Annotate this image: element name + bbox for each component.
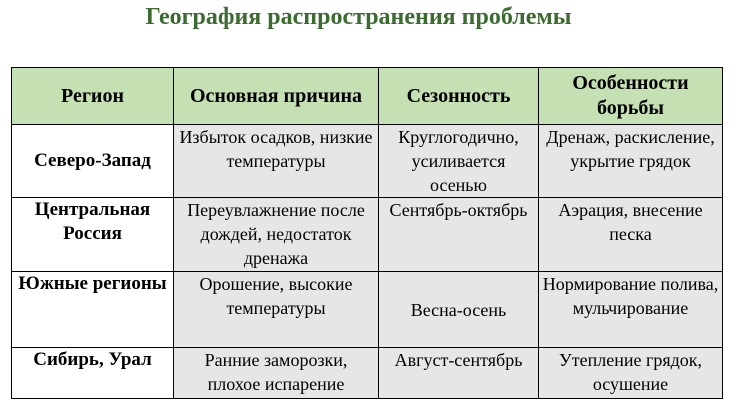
cause-cell: Ранние заморозки, плохое испарение (174, 348, 379, 399)
season-cell: Весна-осень (379, 272, 539, 348)
measures-cell: Утепление грядок, осушение (539, 348, 723, 399)
table-row (12, 348, 723, 399)
table-row (12, 272, 723, 348)
region-cell: Центральная Россия (12, 198, 174, 272)
cause-cell: Избыток осадков, низкие температуры (174, 125, 379, 198)
table-header-row (12, 68, 723, 125)
page-title: География распространения проблемы (145, 4, 572, 30)
table-row (12, 125, 723, 198)
cause-cell: Орошение, высокие температуры (174, 272, 379, 348)
region-cell: Сибирь, Урал (12, 348, 174, 399)
season-cell: Август-сентябрь (379, 348, 539, 399)
table-row (12, 198, 723, 272)
measures-cell: Дренаж, раскисление, укрытие грядок (539, 125, 723, 198)
season-cell: Сентябрь-октябрь (379, 198, 539, 272)
header-cause: Основная причина (174, 68, 379, 125)
header-region: Регион (12, 68, 174, 125)
header-season: Сезонность (379, 68, 539, 125)
measures-cell: Нормирование полива, мульчирование (539, 272, 723, 348)
region-cell: Южные регионы (12, 272, 174, 348)
measures-cell: Аэрация, внесение песка (539, 198, 723, 272)
season-cell: Круглогодично, усиливается осенью (379, 125, 539, 198)
cause-cell: Переувлажнение после дождей, недостаток дренажа (174, 198, 379, 272)
regions-table (11, 67, 723, 399)
header-measures: Особенности борьбы (539, 68, 723, 125)
region-cell: Северо-Запад (12, 125, 174, 198)
